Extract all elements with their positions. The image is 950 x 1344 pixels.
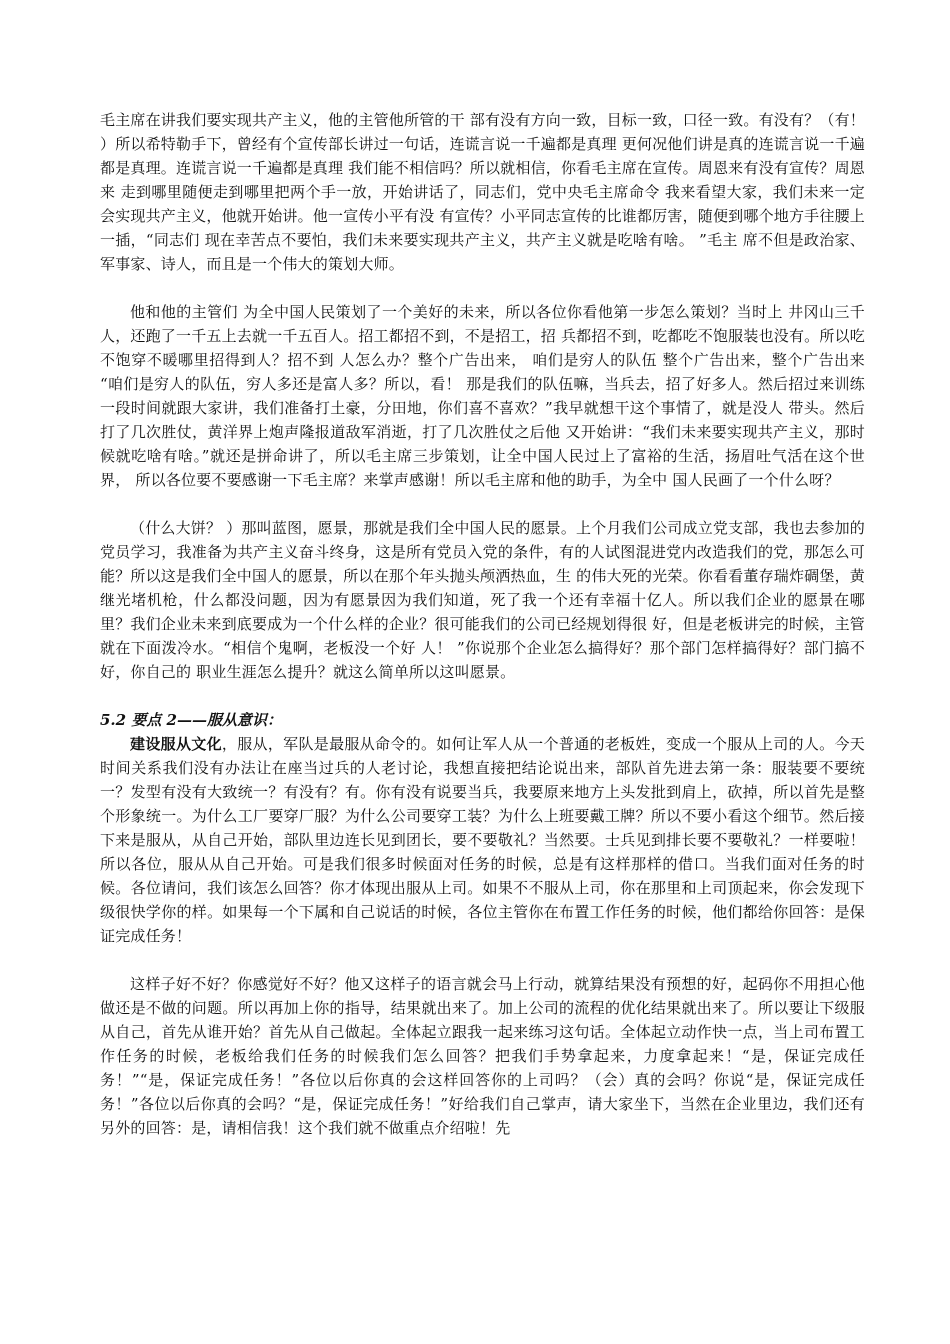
- paragraph-gap: [100, 492, 865, 516]
- document-page: [100, 108, 865, 1140]
- paragraph-gap: [100, 684, 865, 708]
- paragraph-2: 他和他的主管们 为全中国人民策划了一个美好的未来，所以各位你看他第一步怎么策划？当时上 井冈山三千人，还跑了一千五上去就一千五百人。招工都招不到，不是招工，招 兵都招不到，吃都吃不饱服装也没有。所以吃不饱穿不暖哪里招得到人？招不到 人怎么办？整个广告出来， 咱们是穷人的队伍 整个广告出来，整个广告出来 “咱们是穷人的队伍，穷人多还是富人多？所以，看！ 那是我们的队伍嘛，当兵去，招了好多人。然后招过来训练一段时间就跟大家讲，我们准备打土豪，分田地，你们喜不喜欢？”我早就想干这个事情了，就是没人 带头。然后打了几次胜仗，黄洋界上炮声隆报道敌军消逝，打了几次胜仗之后他 又开始讲：“我们未来要实现共产主义，那时候就吃啥有啥。”就还是拼命讲了，所以毛主席三步策划，让全中国人民过上了富裕的生活，扬眉吐气活在这个世界， 所以各位要不要感谢一下毛主席？来掌声感谢！所以毛主席和他的助手，为全中 国人民画了一个什么呀？: [100, 303, 865, 489]
- paragraph-4-lead: 建设服从文化: [130, 735, 222, 753]
- paragraph-3: （什么大饼？ ）那叫蓝图，愿景，那就是我们全中国人民的愿景。上个月我们公司成立党支部，我也去参加的党员学习，我准备为共产主义奋斗终身，这是所有党员入党的条件，有的人试图混进党内改造我们的党，那怎么可能？所以这是我们全中国人的愿景，所以在那个年头抛头颅洒热血，生 的伟大死的光荣。你看看董存瑞炸碉堡，黄继光堵机枪，什么都没问题，因为有愿景因为我们知道，死了我一个还有幸福十亿人。所以我们企业的愿景在哪里？我们企业未来到底要成为一个什么样的企业？很可能我们的公司已经规划得很 好，但是老板讲完的时候，主管就在下面泼冷水。“相信个鬼啊，老板没一个好 人！ ”你说那个企业怎么搞得好？那个部门怎样搞得好？部门搞不好，你自己的 职业生涯怎么提升？就这么简单所以这叫愿景。: [100, 519, 865, 681]
- paragraph-gap: [100, 948, 865, 972]
- paragraph-1: 毛主席在讲我们要实现共产主义，他的主管他所管的干 部有没有方向一致，目标一致，口径一致。有没有？（有！ ）所以希特勒手下，曾经有个宣传部长讲过一句话，连谎言说一千遍都是真理 更何况他们讲是真的连谎言说一千遍都是真理。连谎言说一千遍都是真理 我们能不相信吗？所以就相信，你看毛主席在宣传。周恩来有没有宣传？周恩来 走到哪里随便走到哪里把两个手一放，开始讲话了，同志们，党中央毛主席命令 我来看望大家，我们未来一定会实现共产主义，他就开始讲。他一宣传小平有没 有宣传？小平同志宣传的比谁都厉害，随便到哪个地方手往腰上一插，“同志们 现在幸苦点不要怕，我们未来要实现共产主义，共产主义就是吃啥有啥。 ”毛主 席不但是政治家、军事家、诗人，而且是一个伟大的策划大师。: [100, 111, 865, 273]
- section-heading: 5.2 要点 2——服从意识：: [100, 711, 282, 729]
- paragraph-4: [100, 732, 865, 948]
- paragraph-gap: [100, 276, 865, 300]
- paragraph-4-body: ，服从，军队是最服从命令的。如何让军人从一个普通的老板姓，变成一个服从上司的人。今天时间关系我们没有办法让在座当过兵的人老讨论，我想直接把结论说出来，部队首先进去第一条：服装要不要统一？发型有没有大致统一？有没有？有。你有没有说要当兵，我要原来地方上头发批到肩上，砍掉，所以首先是整个形象统一。为什么工厂要穿厂服？为什么公司要穿工装？为什么上班要戴工牌？所以不要小看这个细节。然后接下来是服从，从自己开始，部队里边连长见到团长，要不要敬礼？当然要。士兵见到排长要不要敬礼？一样要啦！所以各位，服从从自己开始。可是我们很多时候面对任务的时候，总是有这样那样的借口。当我们面对任务的时候。各位请问，我们该怎么回答？你才体现出服从上司。如果不不服从上司，你在那里和上司顶起来，你会发现下级很快学你的样。如果每一个下属和自己说话的时候，各位主管你在布置工作任务的时候，他们都给你回答：是保证完成任务！: [100, 735, 865, 945]
- paragraph-5: 这样子好不好？你感觉好不好？他又这样子的语言就会马上行动，就算结果没有预想的好，起码你不用担心他做还是不做的问题。所以再加上你的指导，结果就出来了。加上公司的流程的优化结果就出来了。所以要让下级服从自己，首先从谁开始？首先从自己做起。全体起立跟我一起来练习这句话。全体起立动作快一点，当上司布置工作任务的时候，老板给我们任务的时候我们怎么回答？把我们手势拿起来，力度拿起来！“是，保证完成任务！”“是，保证完成任务！”各位以后你真的会这样回答你的上司吗？（会）真的会吗？你说“是，保证完成任务！”各位以后你真的会吗？“是，保证完成任务！”好给我们自己掌声，请大家坐下，当然在企业里边，我们还有另外的回答：是，请相信我！这个我们就不做重点介绍啦！先: [100, 975, 865, 1137]
